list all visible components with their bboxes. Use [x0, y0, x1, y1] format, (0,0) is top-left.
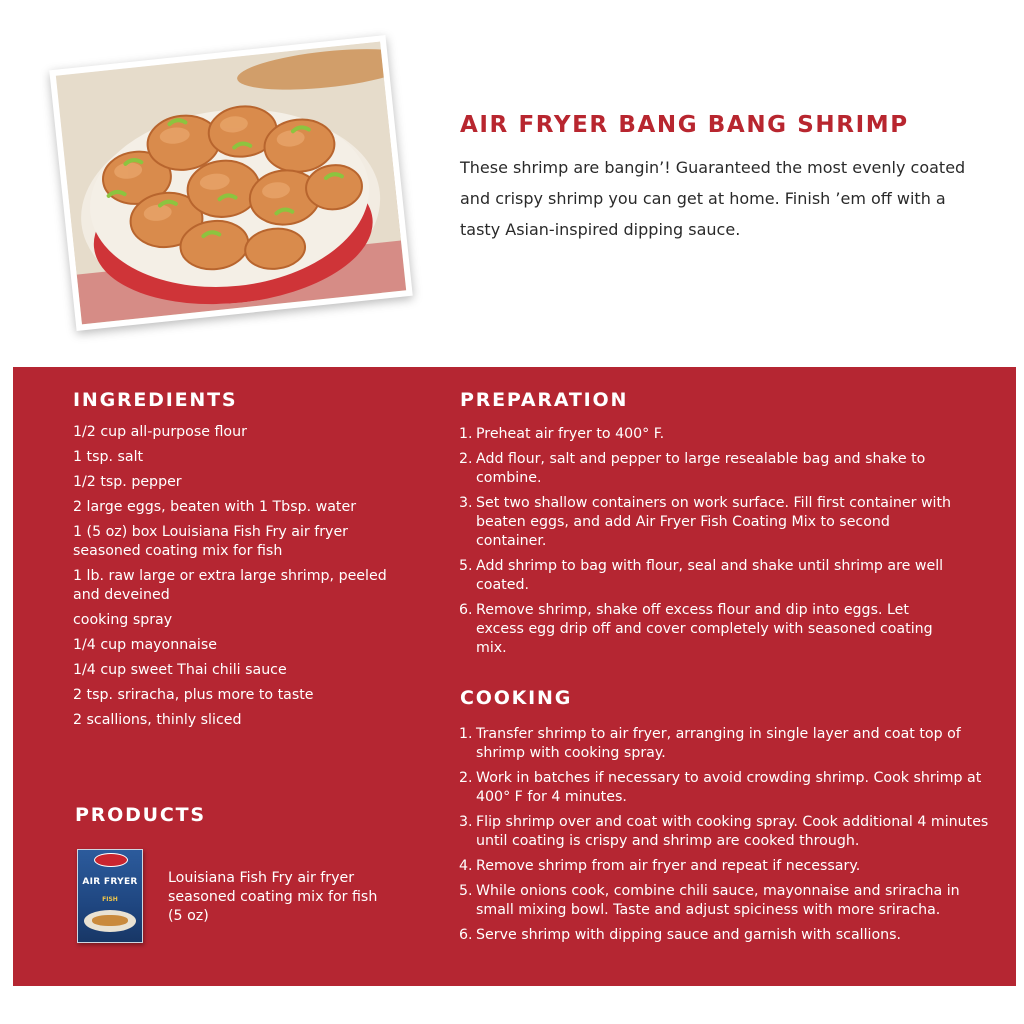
preparation-step: [459, 425, 959, 444]
ingredient-item: 1/4 cup sweet Thai chili sauce: [73, 662, 287, 678]
step-text: Preheat air fryer to 400° F.: [476, 426, 665, 442]
preparation-heading: PREPARATION: [460, 389, 629, 411]
step-text: Remove shrimp from air fryer and repeat if necessary.: [476, 858, 861, 874]
recipe-description: These shrimp are bangin’! Guaranteed the most evenly coated and crispy shrimp you can get at home. Finish ’em off with a tasty Asian-inspired dipping sauce.: [460, 158, 966, 239]
ingredient-item: 1 lb. raw large or extra large shrimp, peeled and deveined: [73, 568, 387, 603]
ingredient-item: cooking spray: [73, 612, 173, 628]
step-number: 1.: [459, 726, 473, 742]
step-number: 3.: [459, 814, 473, 830]
step-text: Flip shrimp over and coat with cooking spray. Cook additional 4 minutes until coating is crispy and shrimp are cooked through.: [476, 814, 989, 849]
preparation-step: [459, 557, 959, 595]
step-number: 6.: [459, 927, 473, 943]
shrimp-bowl-illustration: [56, 42, 406, 325]
ingredients-list: [73, 423, 393, 736]
step-number: 5.: [459, 558, 473, 574]
step-text: Serve shrimp with dipping sauce and garnish with scallions.: [476, 927, 902, 943]
product-name-link[interactable]: Louisiana Fish Fry air fryer seasoned coating mix for fish (5 oz): [168, 870, 378, 924]
ingredient-item: 1 tsp. salt: [73, 449, 144, 465]
cooking-step: [459, 857, 999, 876]
cooking-heading: COOKING: [460, 687, 573, 709]
cooking-step: [459, 882, 999, 920]
ingredients-heading: INGREDIENTS: [73, 389, 238, 411]
products-heading: PRODUCTS: [75, 804, 206, 826]
cooking-step: [459, 769, 999, 807]
step-number: 2.: [459, 451, 473, 467]
cooking-steps: [459, 725, 999, 951]
ingredient-item: 1/2 tsp. pepper: [73, 474, 182, 490]
preparation-steps: [459, 425, 959, 664]
ingredient-item: 2 large eggs, beaten with 1 Tbsp. water: [73, 499, 357, 515]
preparation-step: [459, 450, 959, 488]
step-number: 1.: [459, 426, 473, 442]
cooking-step: [459, 926, 999, 945]
preparation-step: [459, 494, 959, 551]
product-box-sublabel: FISH: [102, 896, 118, 903]
ingredient-item: 1/4 cup mayonnaise: [73, 637, 217, 653]
step-number: 5.: [459, 883, 473, 899]
step-text: While onions cook, combine chili sauce, mayonnaise and sriracha in small mixing bowl. Taste and adjust spiciness with more sriracha.: [476, 883, 960, 918]
brand-logo-icon: [94, 853, 128, 867]
preparation-step: [459, 601, 959, 658]
ingredient-item: 2 scallions, thinly sliced: [73, 712, 242, 728]
ingredient-item: 2 tsp. sriracha, plus more to taste: [73, 687, 314, 703]
step-number: 3.: [459, 495, 473, 511]
step-text: Add shrimp to bag with flour, seal and shake until shrimp are well coated.: [476, 558, 944, 593]
recipe-title: AIR FRYER BANG BANG SHRIMP: [460, 112, 909, 138]
product-box-label: AIR FRYER: [82, 877, 138, 887]
step-number: 2.: [459, 770, 473, 786]
cooking-step: [459, 813, 999, 851]
recipe-photo: [49, 35, 413, 331]
ingredient-item: 1 (5 oz) box Louisiana Fish Fry air fryer seasoned coating mix for fish: [73, 524, 349, 559]
step-text: Set two shallow containers on work surface. Fill first container with beaten eggs, and add Air Fryer Fish Coating Mix to second container.: [476, 495, 952, 549]
step-number: 4.: [459, 858, 473, 874]
fish-fillet-icon: [92, 915, 128, 926]
ingredient-item: 1/2 cup all-purpose flour: [73, 424, 247, 440]
step-text: Add flour, salt and pepper to large resealable bag and shake to combine.: [476, 451, 926, 486]
step-number: 6.: [459, 602, 473, 618]
step-text: Transfer shrimp to air fryer, arranging in single layer and coat top of shrimp with cooking spray.: [476, 726, 961, 761]
step-text: Remove shrimp, shake off excess flour and dip into eggs. Let excess egg drip off and cover completely with seasoned coating mix.: [476, 602, 933, 656]
recipe-details-panel: [13, 367, 1016, 986]
cooking-step: [459, 725, 999, 763]
coating-mix-box-icon[interactable]: [77, 849, 143, 943]
step-text: Work in batches if necessary to avoid crowding shrimp. Cook shrimp at 400° F for 4 minutes.: [476, 770, 982, 805]
shrimp-bowl-photo: [56, 42, 406, 325]
